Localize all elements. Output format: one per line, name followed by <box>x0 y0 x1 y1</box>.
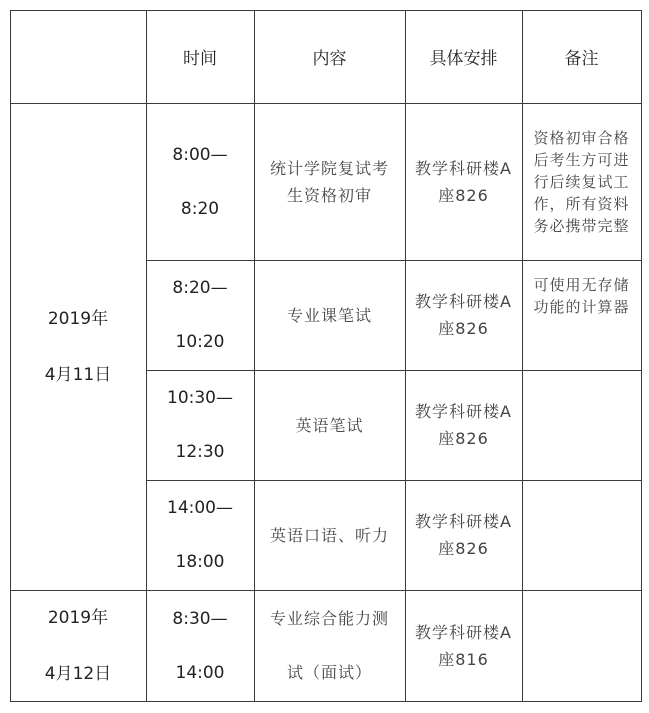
date-year: 2019年 <box>47 308 109 329</box>
time-start: 8:00— <box>172 144 228 165</box>
time-end: 12:30 <box>175 442 225 462</box>
header-cell-place: 具体安排 <box>429 49 498 69</box>
place-cell: 教学科研楼A座826 <box>415 402 512 448</box>
time-start: 8:30— <box>172 608 228 629</box>
date-day: 4月12日 <box>44 663 112 684</box>
content-cell: 英语口语、听力 <box>269 525 389 545</box>
content-cell: 专业综合能力测试（面试） <box>269 608 389 682</box>
note-cell <box>522 370 641 480</box>
header-cell-time: 时间 <box>183 49 217 69</box>
date-cell <box>10 590 146 701</box>
place-cell: 教学科研楼A座826 <box>415 512 512 558</box>
date-cell <box>10 103 146 590</box>
time-end: 8:20 <box>180 198 220 219</box>
note-cell: 资格初审合格后考生方可进行后续复试工作，所有资料务必携带完整 <box>533 128 630 235</box>
date-day: 4月11日 <box>44 364 112 385</box>
header-cell-note: 备注 <box>564 49 599 69</box>
place-cell: 教学科研楼A座826 <box>415 158 512 205</box>
note-cell: 可使用无存储功能的计算器 <box>533 276 630 316</box>
note-cell <box>522 590 641 701</box>
time-end: 14:00 <box>175 662 225 683</box>
time-cell <box>146 260 254 370</box>
time-start: 8:20— <box>172 278 228 298</box>
content-cell: 专业课笔试 <box>286 305 372 325</box>
time-start: 14:00— <box>167 498 233 518</box>
header-cell-date <box>10 10 146 103</box>
table-border-right <box>641 10 642 702</box>
time-cell <box>146 480 254 590</box>
time-cell <box>146 103 254 260</box>
note-cell <box>522 480 641 590</box>
content-cell: 统计学院复试考生资格初审 <box>269 158 389 205</box>
place-cell: 教学科研楼A座826 <box>415 292 512 338</box>
time-end: 18:00 <box>175 552 225 572</box>
time-cell <box>146 370 254 480</box>
header-cell-content: 内容 <box>312 49 347 69</box>
date-year: 2019年 <box>47 607 109 628</box>
time-start: 10:30— <box>167 388 233 408</box>
time-cell <box>146 590 254 701</box>
time-end: 10:20 <box>175 332 225 352</box>
content-cell: 英语笔试 <box>295 415 364 435</box>
place-cell: 教学科研楼A座816 <box>415 622 512 669</box>
